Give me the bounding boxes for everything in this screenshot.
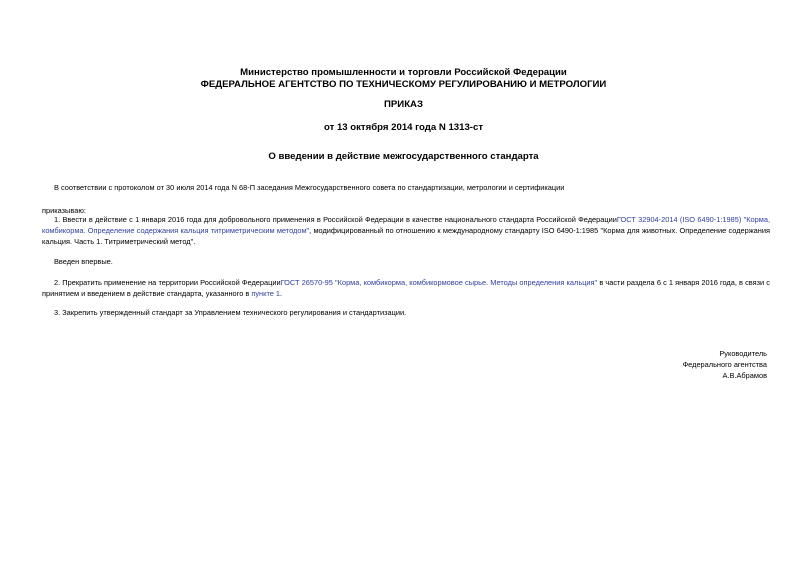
order-word: приказываю: bbox=[42, 206, 86, 215]
ministry-title: Министерство промышленности и торговли Российской Федерации bbox=[240, 67, 567, 78]
paragraph-1-text-b: , модифицированный по отношению к международному стандарту ISO 6490-1:1985 "Корма для животных. Определение содержания кальция. Часть 1. Титриметрический метод". bbox=[42, 226, 771, 246]
paragraph-2 bbox=[42, 277, 770, 299]
preamble: В соответствии с протоколом от 30 июля 2014 года N 68-П заседания Межгосударственного совета по стандартизации, метрологии и сертификации bbox=[54, 183, 565, 192]
introduced-note: Введен впервые. bbox=[54, 257, 113, 266]
doc-subject: О введении в действие межгосударственного стандарта bbox=[268, 151, 539, 162]
doc-type: ПРИКАЗ bbox=[384, 99, 423, 110]
agency-title: ФЕДЕРАЛЬНОЕ АГЕНТСТВО ПО ТЕХНИЧЕСКОМУ РЕГУЛИРОВАНИЮ И МЕТРОЛОГИИ bbox=[200, 79, 607, 90]
gost-32904-link[interactable]: ГОСТ 32904-2014 (ISO 6490-1:1985) "Корма, комбикорма. Определение содержания кальция титриметрическим методом" bbox=[42, 215, 771, 235]
signature-title: Руководитель bbox=[719, 349, 767, 358]
paragraph-2-text-c: . bbox=[280, 289, 283, 298]
paragraph-3: 3. Закрепить утвержденный стандарт за Управлением технического регулирования и стандартизации. bbox=[54, 308, 407, 317]
gost-26570-link[interactable]: ГОСТ 26570-95 "Корма, комбикорма, комбикормовое сырье. Методы определения кальция" bbox=[280, 278, 598, 287]
signature-block bbox=[683, 348, 767, 381]
signature-org: Федерального агентства bbox=[682, 360, 767, 369]
item-1-link[interactable]: пункте 1 bbox=[251, 289, 281, 298]
doc-date-number: от 13 октября 2014 года N 1313-ст bbox=[323, 122, 484, 133]
paragraph-2-text-b: в части раздела 6 с 1 января 2016 года, в связи с принятием и введением в действие стандарта, указанного в bbox=[42, 278, 771, 298]
paragraph-2-text-a: 2. Прекратить применение на территории Российской Федерации bbox=[54, 278, 281, 287]
paragraph-1-text-a: 1. Ввести в действие с 1 января 2016 года для добровольного применения в Российской Федерации в качестве национального стандарта Российской Федерации bbox=[54, 215, 617, 224]
signature-name: А.В.Абрамов bbox=[722, 371, 767, 380]
paragraph-1 bbox=[42, 214, 770, 247]
